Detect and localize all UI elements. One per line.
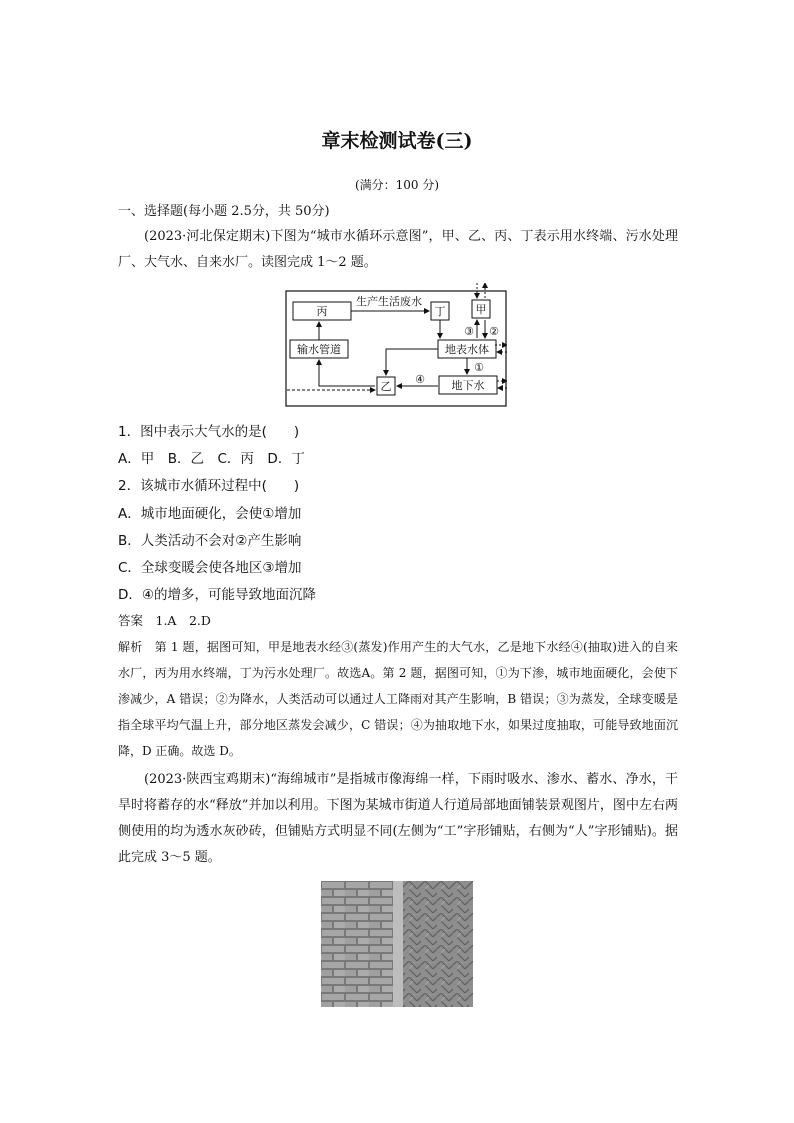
label-n2: ②: [489, 325, 499, 338]
question-1: 1．图中表示大气水的是( ): [118, 424, 300, 440]
section-heading: 一、选择题(每小题 2.5分，共 50分): [118, 204, 330, 219]
pavement-photo: [321, 881, 473, 1007]
runbond-bricks: [321, 881, 393, 1007]
score-note: (满分：100 分): [354, 178, 440, 192]
label-ding: 丁: [434, 305, 446, 318]
label-n1: ①: [474, 361, 484, 374]
arrow-yi-pipe: [319, 360, 375, 386]
question-1-options: A．甲 B．乙 C．丙 D．丁: [118, 451, 305, 467]
page-title: 章末检测试卷(三): [321, 130, 473, 152]
herringbone-bricks: [403, 881, 473, 1007]
label-ground: 地下水: [451, 379, 485, 392]
label-waste: 生产生活废水: [356, 295, 422, 308]
label-pipe: 输水管道: [297, 343, 341, 356]
kerb-strip: [393, 881, 403, 1007]
question-2-option-a: A．城市地面硬化，会使①增加: [118, 506, 302, 522]
answer-line: 答案 1.A 2.D: [118, 613, 211, 628]
question-2-option-d: D．④的增多，可能导致地面沉降: [118, 587, 316, 603]
label-n4: ④: [415, 373, 425, 386]
arrow-surface-yi: [386, 349, 438, 375]
question-2-option-c: C．全球变暖会使各地区③增加: [118, 560, 302, 576]
group1-intro: (2023·河北保定期末)下图为“城市水循环示意图”，甲、乙、丙、丁表示用水终端、污水处理厂、大气水、自来水厂。读图完成 1～2 题。: [118, 229, 678, 270]
label-yi: 乙: [380, 380, 392, 393]
question-2: 2．该城市水循环过程中( ): [118, 478, 300, 494]
label-surface: 地表水体: [445, 343, 489, 356]
water-cycle-diagram: [285, 283, 507, 407]
label-jia: 甲: [475, 303, 487, 316]
question-2-option-b: B．人类活动不会对②产生影响: [118, 533, 302, 549]
label-bing: 丙: [316, 305, 328, 318]
explanation: 解析 第 1 题，据图可知，甲是地表水经③(蒸发)作用产生的大气水，乙是地下水经④(抽取)进入的自来水厂，丙为用水终端，丁为污水处理厂。故选A。第 2 题，据图可知，①为下渗，城市地面硬化，会使下渗减少，A 错误；②为降水，人类活动可以通过人工降雨对其产生影响，B 错误；③为蒸发，全球变暖是指全球平均气温上升，部分地区蒸发会减少，C 错误；④为抽取地下水，如果过度抽取，可能导致地面沉降，D 正确。故选 D。: [118, 640, 678, 758]
group2-intro: (2023·陕西宝鸡期末)“海绵城市”是指城市像海绵一样，下雨时吸水、渗水、蓄水、净水，干旱时将蓄存的水“释放”并加以利用。下图为某城市街道人行道局部地面铺装景观图片，图中左右两侧使用的均为透水灰砂砖，但铺贴方式明显不同(左侧为“工”字形铺贴，右侧为“人”字形铺贴)。据此完成 3～5 题。: [118, 772, 678, 865]
label-n3: ③: [464, 325, 474, 338]
